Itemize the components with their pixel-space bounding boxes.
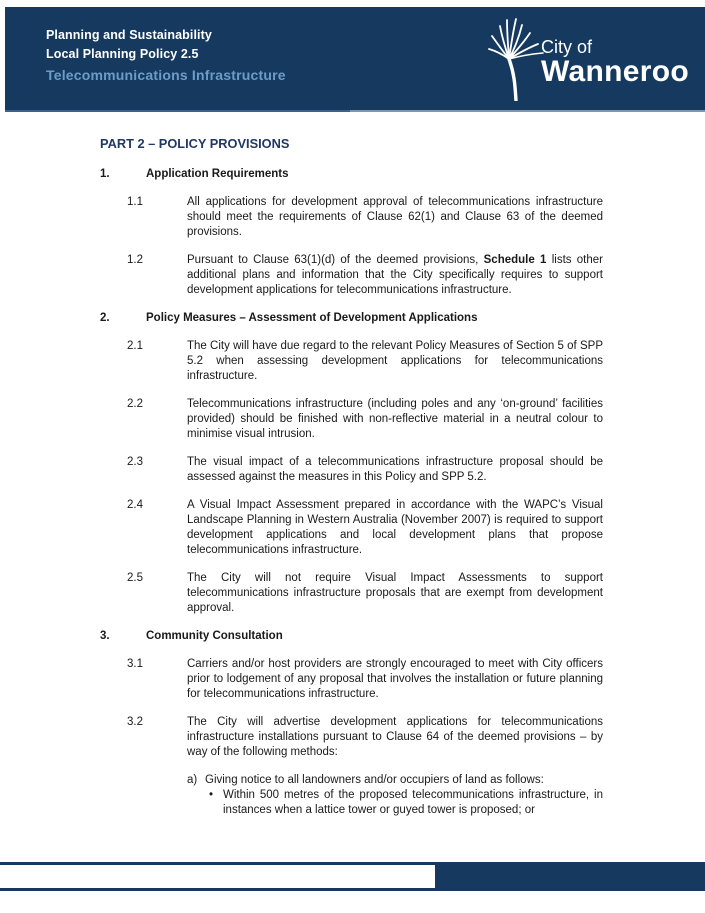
clause-text: The visual impact of a telecommunications infrastructure proposal should be assessed against the measures in this Policy and SPP 5.2. [187,456,603,483]
section-title: Application Requirements [146,168,289,180]
clause-text-post: lists other additional plans and information that the City specifically requires to support development applications for telecommunications infrastructure. [187,254,604,296]
list-item-a-marker: a) [187,774,198,786]
clause-text-bold: Schedule 1 [483,254,547,266]
logo-wanneroo-text: Wanneroo [541,55,689,88]
clause-row [127,339,603,384]
logo-city-of-text: City of [541,37,593,57]
clause-number: 2.2 [127,398,143,410]
header-banner [5,7,705,112]
clause-text [187,253,603,298]
bullet-icon: • [209,789,214,801]
clause-number: 2.3 [127,456,143,468]
section-number: 1. [100,168,110,180]
clause-row [127,498,603,558]
clause-number: 3.2 [127,716,143,728]
bullet-item-text: Within 500 metres of the proposed telecommunications infrastructure, in instances when a lattice tower or guyed tower is proposed; or [223,789,603,816]
clause-number: 2.1 [127,340,143,352]
clause-row [127,195,603,240]
clause-text-pre: Pursuant to Clause 63(1)(d) of the deemed provisions, [187,254,484,266]
section-heading [100,629,603,644]
logo-wordmark [541,37,689,87]
footer-bottom-rule [0,888,705,891]
clause-number: 1.2 [127,254,143,266]
header-policy-number: Local Planning Policy 2.5 [46,47,199,61]
clause-text: The City will not require Visual Impact Assessments to support telecommunications infrastructure proposals that are exempt from development approval. [187,572,603,614]
clause-row [127,657,603,702]
grass-tree-icon [487,17,545,106]
clause-row [127,253,603,298]
header-divider-right [350,110,705,112]
policy-body [100,136,603,818]
clause-row [127,715,603,760]
section-heading [100,167,603,182]
section-heading [100,311,603,326]
bullet-item [209,788,603,818]
city-of-wanneroo-logo [487,13,689,106]
clause-number: 2.5 [127,572,143,584]
part-title: PART 2 – POLICY PROVISIONS [100,136,290,151]
header-divider-left [5,110,350,112]
clause-row [127,455,603,485]
clause-text: The City will have due regard to the relevant Policy Measures of Section 5 of SPP 5.2 when assessing development applications for telecommunications infrastructure. [187,340,603,382]
clause-number: 1.1 [127,196,143,208]
header-title-block [46,26,286,86]
section-title: Policy Measures – Assessment of Development Applications [146,312,478,324]
header-policy-title: Telecommunications Infrastructure [46,67,286,83]
clause-text: The City will advertise development applications for telecommunications infrastructure installations pursuant to Clause 64 of the deemed provisions – by way of the following methods: [187,716,603,758]
clause-row [127,571,603,616]
clause-text: Telecommunications infrastructure (including poles and any ‘on-ground’ facilities provided) should be finished with non-reflective material in a neutral colour to minimise visual intrusion. [187,398,603,440]
section-number: 3. [100,630,110,642]
clause-number: 3.1 [127,658,143,670]
clause-text: Carriers and/or host providers are strongly encouraged to meet with City officers prior to lodgement of any proposal that involves the installation or future planning for telecommunications infrastructure. [187,658,603,700]
list-item-a [187,773,603,788]
list-item-a-text: Giving notice to all landowners and/or occupiers of land as follows: [205,774,544,786]
section-number: 2. [100,312,110,324]
section-title: Community Consultation [146,630,283,642]
clause-text: All applications for development approval of telecommunications infrastructure should meet the requirements of Clause 62(1) and Clause 63 of the deemed provisions. [187,196,603,238]
clause-number: 2.4 [127,499,143,511]
clause-row [127,397,603,442]
footer-accent-block [435,865,705,888]
clause-text: A Visual Impact Assessment prepared in accordance with the WAPC’s Visual Landscape Planning in Western Australia (November 2007) is required to support development applications and local development plans that propose telecommunications infrastructure. [187,499,603,556]
header-department: Planning and Sustainability [46,28,212,42]
